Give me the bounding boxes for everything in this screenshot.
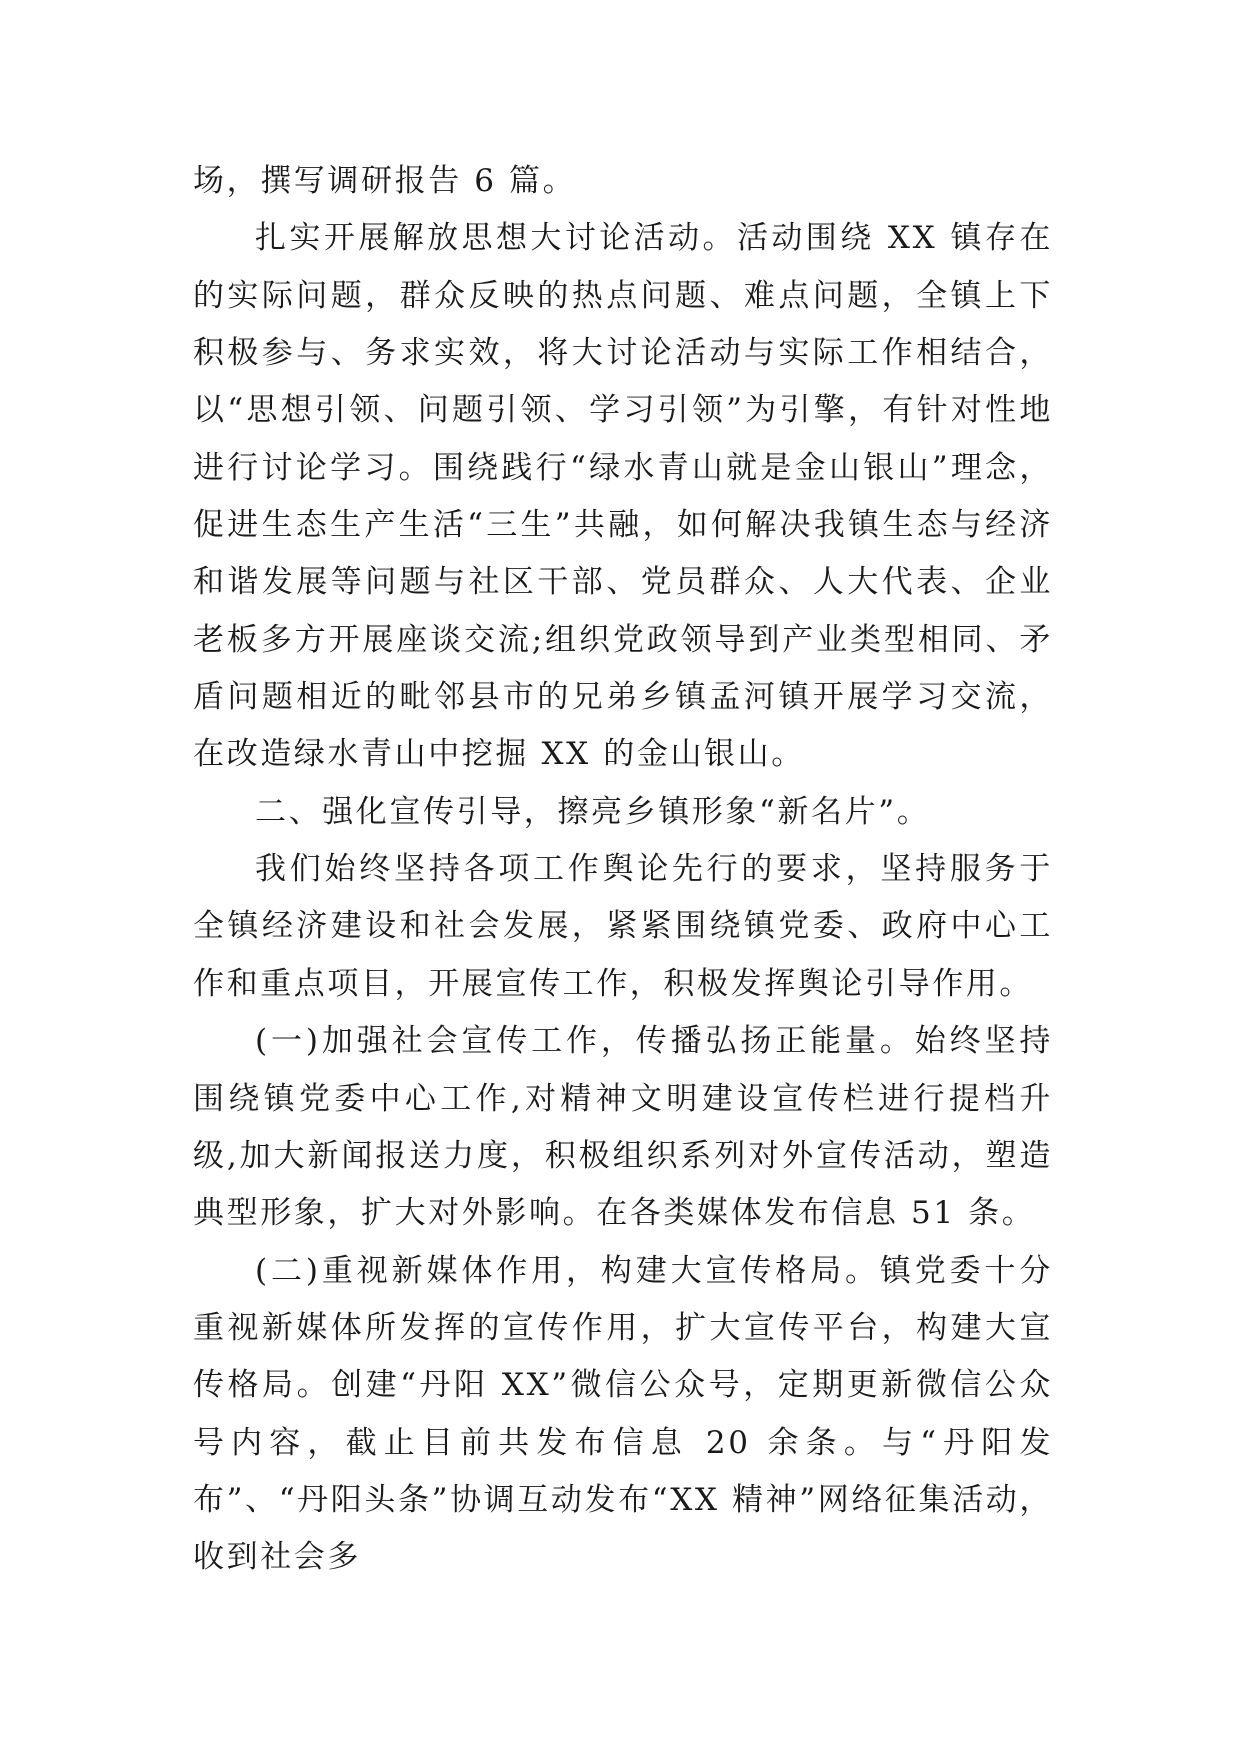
- document-body: [193, 153, 1053, 1587]
- paragraph-continuation: 场，撰写调研报告 6 篇。: [193, 163, 577, 199]
- section-heading-publicity: 二、强化宣传引导，擦亮乡镇形象“新名片”。: [255, 793, 931, 830]
- paragraph-publicity-intro: 我们始终坚持各项工作舆论先行的要求，坚持服务于全镇经济建设和社会发展，紧紧围绕镇党委、政府中心工作和重点项目，开展宣传工作，积极发挥舆论引导作用。: [193, 851, 1053, 1002]
- paragraph-discussion-activity: 扎实开展解放思想大讨论活动。活动围绕 XX 镇存在的实际问题，群众反映的热点问题、难点问题，全镇上下积极参与、务求实效，将大讨论活动与实际工作相结合，以“思想引领、问题引领、学习引领”为引擎，有针对性地进行讨论学习。围绕践行“绿水青山就是金山银山”理念，促进生态生产生活“三生”共融，如何解决我镇生态与经济和谐发展等问题与社区干部、党员群众、人大代表、企业老板多方开展座谈交流;组织党政领导到产业类型相同、矛盾问题相近的毗邻县市的兄弟乡镇孟河镇开展学习交流，在改造绿水青山中挖掘 XX 的金山银山。: [193, 220, 1053, 773]
- paragraph-social-publicity: (一)加强社会宣传工作，传播弘扬正能量。始终坚持围绕镇党委中心工作,对精神文明建设宣传栏进行提档升级,加大新闻报送力度，积极组织系列对外宣传活动，塑造典型形象，扩大对外影响。在各类媒体发布信息 51 条。: [193, 1023, 1053, 1232]
- paragraph-new-media: (二)重视新媒体作用，构建大宣传格局。镇党委十分重视新媒体所发挥的宣传作用，扩大宣传平台，构建大宣传格局。创建“丹阳 XX”微信公众号，定期更新微信公众号内容，截止目前共发布信息 20 余条。与“丹阳发布”、“丹阳头条”协调互动发布“XX 精神”网络征集活动，收到社会多: [193, 1252, 1053, 1576]
